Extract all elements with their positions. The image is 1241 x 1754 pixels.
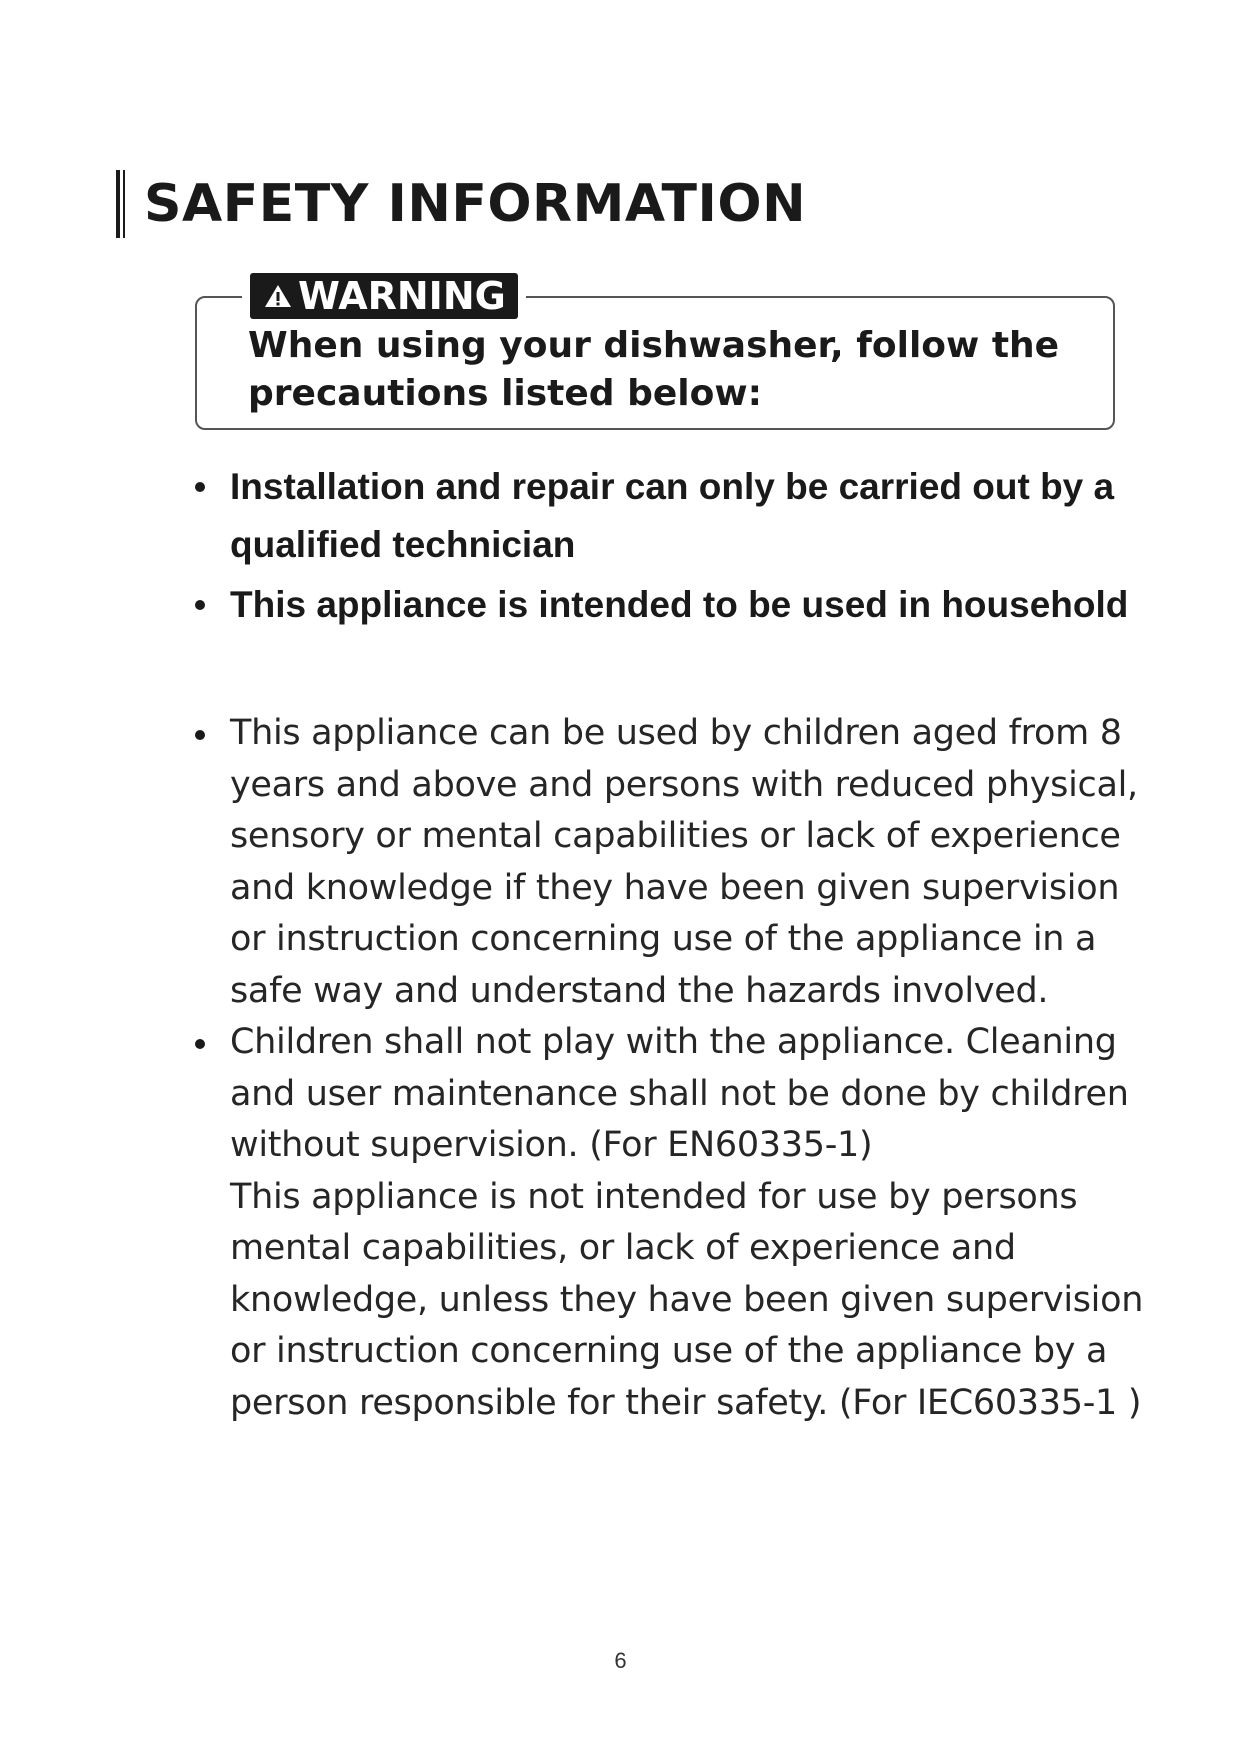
- warning-badge: [250, 273, 518, 319]
- list-item-text: This appliance is intended to be used in household: [230, 584, 1129, 625]
- list-item-text: Children shall not play with the appliance. Cleaning and user maintenance shall not be done by children without supervision. (For EN60335-1): [230, 1022, 1129, 1165]
- list-item: [190, 708, 1150, 1017]
- title-accent-bar-thin: [123, 170, 125, 238]
- bullet-dot: [195, 482, 205, 492]
- bold-bullet-list: [190, 458, 1130, 636]
- list-item: [190, 458, 1130, 574]
- bullet-dot: [195, 600, 205, 610]
- page-number: 6: [614, 1648, 627, 1673]
- bullet-dot: [195, 730, 205, 740]
- title-accent-bar: [116, 170, 120, 238]
- regular-bullet-list: [190, 708, 1150, 1429]
- bullet-dot: [195, 1039, 205, 1049]
- list-item-text: This appliance can be used by children aged from 8 years and above and persons with reduced physical, sensory or mental capabilities or lack of experience and knowledge if they have been given supervision or instruction concerning use of the appliance in a safe way and understand the hazards involved.: [230, 713, 1138, 1011]
- warning-triangle-icon: [264, 283, 292, 309]
- list-item-continuation: This appliance is not intended for use by persons mental capabilities, or lack of experience and knowledge, unless they have been given supervision or instruction concerning use of the appliance by a person responsible for their safety. (For IEC60335-1 ): [230, 1176, 1144, 1423]
- list-item-text: Installation and repair can only be carried out by a qualified technician: [230, 466, 1115, 565]
- list-item: [190, 576, 1130, 634]
- list-item: [190, 1017, 1150, 1429]
- page-title: SAFETY INFORMATION: [144, 174, 807, 234]
- warning-message: When using your dishwasher, follow the precautions listed below:: [248, 325, 1060, 414]
- warning-badge-label: WARNING: [298, 274, 506, 318]
